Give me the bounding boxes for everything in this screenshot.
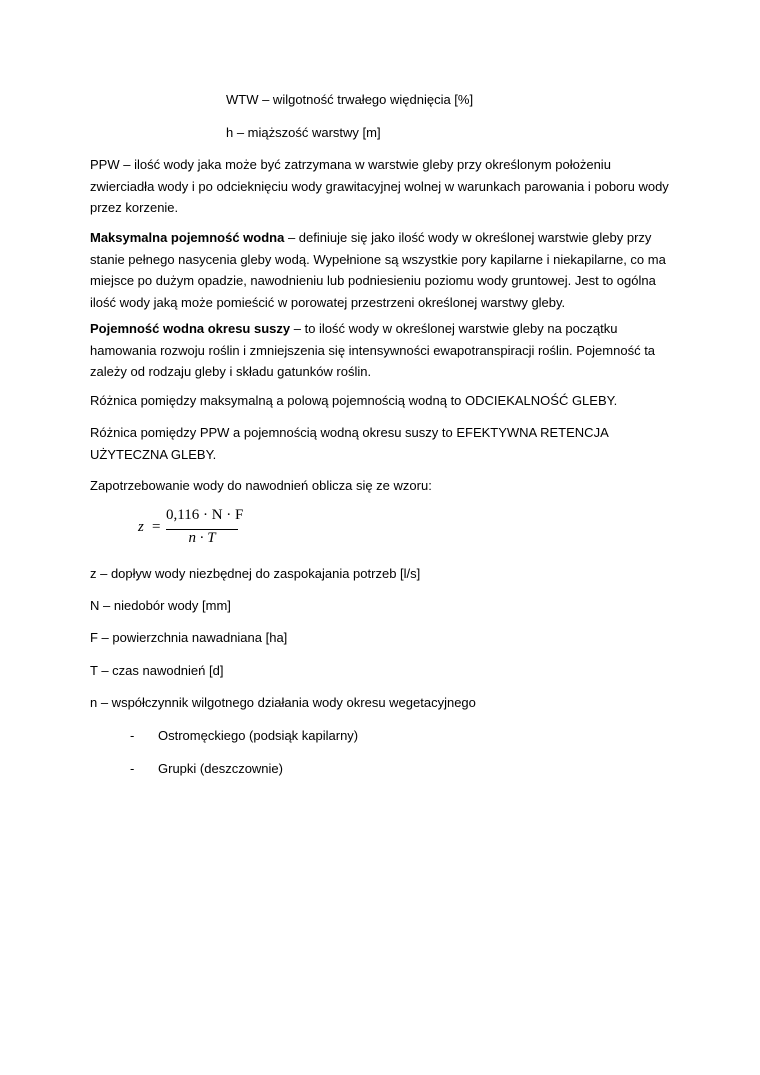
- formula-equals: =: [152, 519, 161, 535]
- max-capacity-term: Maksymalna pojemność wodna: [90, 230, 285, 245]
- max-capacity-text: – definiuje się jako ilość wody w określonej warstwie gleby przy stanie pełnego nasycenia gleby wodą. Wypełnione są wszystkie pory kapilarne i niekapilarne, co ma miejsce po dużym opadzie, nawodnieniu lub podniesieniu poziomu wody gruntowej. Jest to ogólna ilość wody jaką może pomieścić w porowatej przestrzeni określonej warstwy gleby.: [90, 230, 666, 310]
- demand-formula: [130, 505, 280, 555]
- bullet-ostromeckiego: Ostromęckiego (podsiąk kapilarny): [158, 728, 359, 743]
- formula-numerator: 0,116 · N · F: [166, 507, 244, 523]
- N-definition: N – niedobór wody [mm]: [90, 598, 231, 613]
- T-definition: T – czas nawodnień [d]: [90, 663, 224, 678]
- drought-capacity-term: Pojemność wodna okresu suszy: [90, 321, 291, 336]
- bullet-marker: -: [130, 728, 135, 743]
- wtw-definition: WTW – wilgotność trwałego więdnięcia [%]: [226, 92, 474, 107]
- F-definition: F – powierzchnia nawadniana [ha]: [90, 630, 288, 645]
- ppw-paragraph: PPW – ilość wody jaka może być zatrzymana w warstwie gleby przy określonym położeniu zwierciadła wody i po odcieknięciu wody grawitacyjnej wolnej w warunkach parowania i poboru wody przez korzenie.: [90, 157, 669, 215]
- demand-intro: Zapotrzebowanie wody do nawodnień oblicza się ze wzoru:: [90, 478, 432, 493]
- max-capacity-paragraph: [90, 227, 675, 313]
- formula-denominator: n · T: [188, 530, 216, 546]
- bullet-marker: -: [130, 761, 135, 776]
- retention-difference: Różnica pomiędzy PPW a pojemnością wodną okresu suszy to EFEKTYWNA RETENCJA UŻYTECZNA GLEBY.: [90, 425, 609, 462]
- z-definition: z – dopływ wody niezbędnej do zaspokajania potrzeb [l/s]: [90, 566, 421, 581]
- drought-capacity-text: – to ilość wody w określonej warstwie gleby na początku hamowania rozwoju roślin i zmniejszenia się intensywności ewapotranspiracji roślin. Pojemność ta zależy od rodzaju gleby i składu gatunków roślin.: [90, 321, 656, 379]
- n-definition: n – współczynnik wilgotnego działania wody okresu wegetacyjnego: [90, 695, 476, 710]
- drought-capacity-paragraph: [90, 318, 675, 383]
- formula-lhs: z: [138, 519, 144, 535]
- drainage-difference: Różnica pomiędzy maksymalną a polową pojemnością wodną to ODCIEKALNOŚĆ GLEBY.: [90, 393, 618, 408]
- h-definition: h – miąższość warstwy [m]: [226, 125, 381, 140]
- bullet-grupki: Grupki (deszczownie): [158, 761, 283, 776]
